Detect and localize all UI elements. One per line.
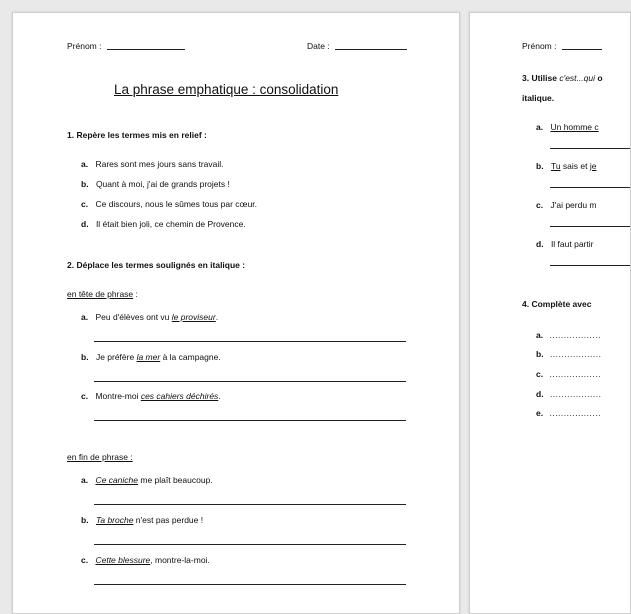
item-letter: a.: [81, 312, 89, 322]
item-letter: c.: [81, 555, 89, 565]
exercise-3-heading-line2: italique.: [522, 93, 555, 103]
ex3-item: [536, 122, 599, 132]
item-letter: a.: [536, 122, 544, 132]
date-label: Date :: [307, 41, 330, 51]
answer-line[interactable]: [94, 504, 406, 505]
ex2-item: [81, 515, 203, 525]
item-text-after: .: [218, 391, 221, 401]
item-text-after: .: [215, 312, 219, 322]
ex1-item: [81, 179, 230, 189]
item-letter: b.: [81, 352, 89, 362]
underlined-term: Cette blessure: [95, 555, 151, 565]
answer-line[interactable]: [550, 226, 630, 227]
item-letter: c.: [81, 199, 89, 209]
item-text-before: Montre-moi: [95, 391, 141, 401]
fill-dots[interactable]: ..................: [549, 349, 602, 359]
ex3-item: [536, 161, 596, 171]
item-letter: c.: [536, 369, 544, 379]
prenom-blank: [107, 49, 185, 50]
ex4-item: [536, 408, 601, 418]
date-blank: [335, 49, 407, 50]
fill-dots[interactable]: ..................: [549, 330, 601, 340]
answer-line[interactable]: [550, 148, 630, 149]
ex2-item: [81, 391, 221, 401]
ex4-item: [536, 349, 601, 359]
answer-line[interactable]: [550, 265, 630, 266]
item-letter: c.: [536, 200, 544, 210]
item-letter: a.: [81, 475, 89, 485]
answer-line[interactable]: [550, 187, 630, 188]
item-text: Il était bien joli, ce chemin de Provence.: [95, 219, 246, 229]
section-label: en tête de phrase: [67, 289, 134, 299]
ex4-item: [536, 330, 601, 340]
heading-text: 3. Utilise: [522, 73, 560, 83]
answer-line[interactable]: [94, 420, 406, 421]
section-en-tete: [67, 289, 138, 299]
worksheet-page-2: [469, 12, 631, 614]
section-en-fin: en fin de phrase :: [67, 452, 133, 462]
prenom-blank: [562, 49, 602, 50]
exercise-3-heading: [522, 73, 603, 83]
ex1-item: [81, 199, 257, 209]
item-text-after: me plaît beaucoup.: [138, 475, 213, 485]
fill-dots[interactable]: ..................: [549, 389, 602, 399]
ex2-item: [81, 475, 213, 485]
exercise-1-heading: 1. Repère les termes mis en relief :: [67, 130, 207, 140]
item-letter: c.: [81, 391, 89, 401]
item-letter: b.: [536, 161, 544, 171]
item-text-before: Je préfère: [95, 352, 137, 362]
item-letter: a.: [81, 159, 89, 169]
ex2-item: [81, 555, 210, 565]
answer-line[interactable]: [94, 544, 406, 545]
exercise-4-heading: 4. Complète avec: [522, 299, 592, 309]
item-letter: b.: [81, 515, 89, 525]
item-letter: d.: [536, 239, 544, 249]
item-letter: b.: [536, 349, 544, 359]
item-text: Ce discours, nous le sûmes tous par cœur.: [95, 199, 258, 209]
ex2-item: [81, 312, 218, 322]
item-text: Rares sont mes jours sans travail.: [95, 159, 224, 169]
underlined-term: Ce caniche: [95, 475, 138, 485]
section-suffix: :: [133, 289, 138, 299]
prenom-field: [67, 41, 185, 51]
ex4-item: [536, 389, 601, 399]
item-letter: d.: [536, 389, 544, 399]
item-letter: e.: [536, 408, 544, 418]
fill-dots[interactable]: ..................: [549, 369, 601, 379]
underlined-term: Ta broche: [95, 515, 134, 525]
underlined-term: ces cahiers déchirés: [140, 391, 219, 401]
item-text-after: , montre-la-moi.: [150, 555, 210, 565]
item-text-underlined: je: [589, 161, 597, 171]
item-letter: b.: [81, 179, 89, 189]
item-text-after: à la campagne.: [160, 352, 221, 362]
item-text-underlined: Tu: [550, 161, 561, 171]
ex2-item: [81, 352, 221, 362]
ex1-item: [81, 159, 224, 169]
item-text: Quant à moi, j'ai de grands projets !: [95, 179, 230, 189]
worksheet-page-1: [12, 12, 460, 614]
item-text: Il faut partir: [550, 239, 594, 249]
item-text: Un homme c: [550, 122, 599, 132]
ex4-item: [536, 369, 601, 379]
prenom-field: [522, 41, 602, 51]
answer-line[interactable]: [94, 584, 406, 585]
answer-line[interactable]: [94, 341, 406, 342]
ex3-item: [536, 200, 597, 210]
item-text: sais et: [560, 161, 590, 171]
answer-line[interactable]: [94, 381, 406, 382]
item-letter: d.: [81, 219, 89, 229]
prenom-label: Prénom :: [67, 41, 102, 51]
item-text-after: n'est pas perdue !: [133, 515, 204, 525]
ex3-item: [536, 239, 593, 249]
fill-dots[interactable]: ..................: [549, 408, 601, 418]
item-text: J'ai perdu m: [550, 200, 597, 210]
heading-text-end: o: [594, 73, 603, 83]
prenom-label: Prénom :: [522, 41, 557, 51]
ex1-item: [81, 219, 246, 229]
item-letter: a.: [536, 330, 544, 340]
date-field: [307, 41, 407, 51]
heading-italic: c'est...qui: [559, 73, 595, 83]
underlined-term: la mer: [136, 352, 161, 362]
page-title: La phrase emphatique : consolidation: [114, 82, 339, 97]
item-text-before: Peu d'élèves ont vu: [95, 312, 172, 322]
exercise-2-heading: 2. Déplace les termes soulignés en italique :: [67, 260, 246, 270]
underlined-term: le proviseur: [171, 312, 216, 322]
